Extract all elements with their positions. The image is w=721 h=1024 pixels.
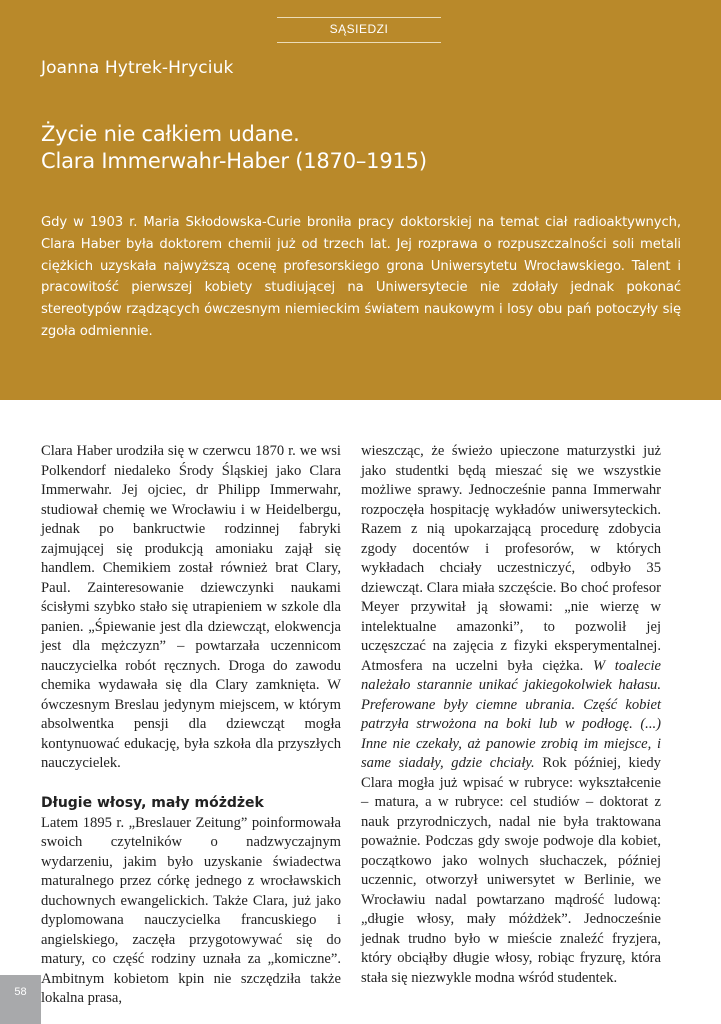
lead-paragraph: Gdy w 1903 r. Maria Skłodowska-Curie broniła pracy doktorskiej na temat ciał radioaktywnych, Clara Haber była doktorem chemii już od trzech lat. Jej rozprawa o rozpuszczalności soli metali ciężkich uzyskała najwyższą ocenę profesorskiego grona Uniwersytetu Wrocławskiego. Talent i pracowitość pierwszej kobiety studiującej na Uniwersytecie nie zdołały jednak pokonać stereotypów rządzących ówczesnym niemieckim światem naukowym i losy obu pań potoczyły się zgoła odmiennie. — [41, 215, 681, 339]
right-column — [361, 442, 661, 988]
body-text: Rok później, kiedy Clara mogła już wpisać w rubryce: wykształcenie – matura, a w rubryce: cel studiów – doktorat z nauk przyrodniczych, nadal nie była traktowana poważnie. Podczas gdy swoje podwoje dla kobiet, początkowo jako wolnych słuchaczek, później uczennic, otworzył uniwersytet w Berlinie, we Wrocławiu nadal powtarzano mądrość ludową: „długie włosy, mały móżdżek”. Jednocześnie jednak trudno było w mieście znaleźć fryzjera, który obciąłby długie włosy, robiąc fryzurę, która stała się niezwykle modna wśród studentek. — [361, 755, 661, 986]
left-column — [41, 442, 341, 1009]
article-title — [41, 121, 681, 175]
quotation: W toalecie należało starannie unikać jakiegokolwiek hałasu. Preferowane były ciemne ubrania. Część kobiet patrzyła strwożona na boki lub w podłogę. (...) Inne nie czekały, aż panowie zrobią im miejsce, i same siadały, gdzie chciały. — [361, 657, 661, 771]
section-tag: SĄSIEDZI — [277, 17, 441, 43]
page-number: 58 — [0, 975, 41, 1024]
header-band — [0, 0, 721, 400]
author-name: Joanna Hytrek-Hryciuk — [41, 58, 234, 78]
body-paragraph: Clara Haber urodziła się w czerwcu 1870 r. we wsi Polkendorf niedaleko Środy Śląskiej jako Clara Immerwahr. Jej ojciec, dr Philipp Immerwahr, studiował chemię we Wrocławiu i w Heidelbergu, jednak po bankructwie rodzinnej fabryki zajmującej się produkcją amoniaku zajął się handlem. Chemikiem został również brat Clary, Paul. Zainteresowanie dziewczynki naukami ścisłymi szybko stało się utrapieniem w szkole dla panien. „Śpiewanie jest dla dziewcząt, elokwencja jest dla mężczyzn” – powtarzała uczennicom nauczycielka robót ręcznych. Droga do zawodu chemika wydawała się dla Clary zamknięta. W ówczesnym Breslau jedynym miejscem, w którym absolwentka pensji dla dziewcząt mogła kontynuować edukację, była szkoła dla przyszłych nauczycielek. — [41, 443, 341, 771]
body-text: wieszcząc, że świeżo upieczone maturzystki już jako studentki będą mieszać się we wszystkie możliwe sprawy. Jednocześnie panna Immerwahr rozpoczęła hospitację wykładów uniwersyteckich. Razem z nią upokarzającą procedurę zdobycia zgody docentów i profesorów, w których wykładach chciały uczestniczyć, odbyło 35 dziewcząt. Clara miała szczęście. Bo choć profesor Meyer przywitał ją słowami: „nie wierzę w intelektualne amazonki”, to pozwolił jej uczęszczać na zajęcia z fizyki eksperymentalnej. Atmosfera na uczelni była ciężka. — [361, 443, 661, 674]
body-paragraph: Latem 1895 r. „Breslauer Zeitung” poinformowała swoich czytelników o nadzwyczajnym wydarzeniu, jakim było uzyskanie świadectwa maturalnego przez córkę jednego z wrocławskich duchownych ewangelickich. Także Clara, już jako dyplomowana nauczycielka francuskiego i angielskiego, zaczęła przygotowywać się do matury, co część rodziny uznała za „komiczne”. Ambitnym kobietom kpin nie szczędziła także lokalna prasa, — [41, 814, 341, 1006]
title-line-1: Życie nie całkiem udane. — [41, 122, 300, 146]
body-paragraph — [361, 442, 661, 988]
section-subheading: Długie włosy, mały móżdżek — [41, 794, 264, 811]
title-line-2: Clara Immerwahr-Haber (1870–1915) — [41, 149, 427, 173]
